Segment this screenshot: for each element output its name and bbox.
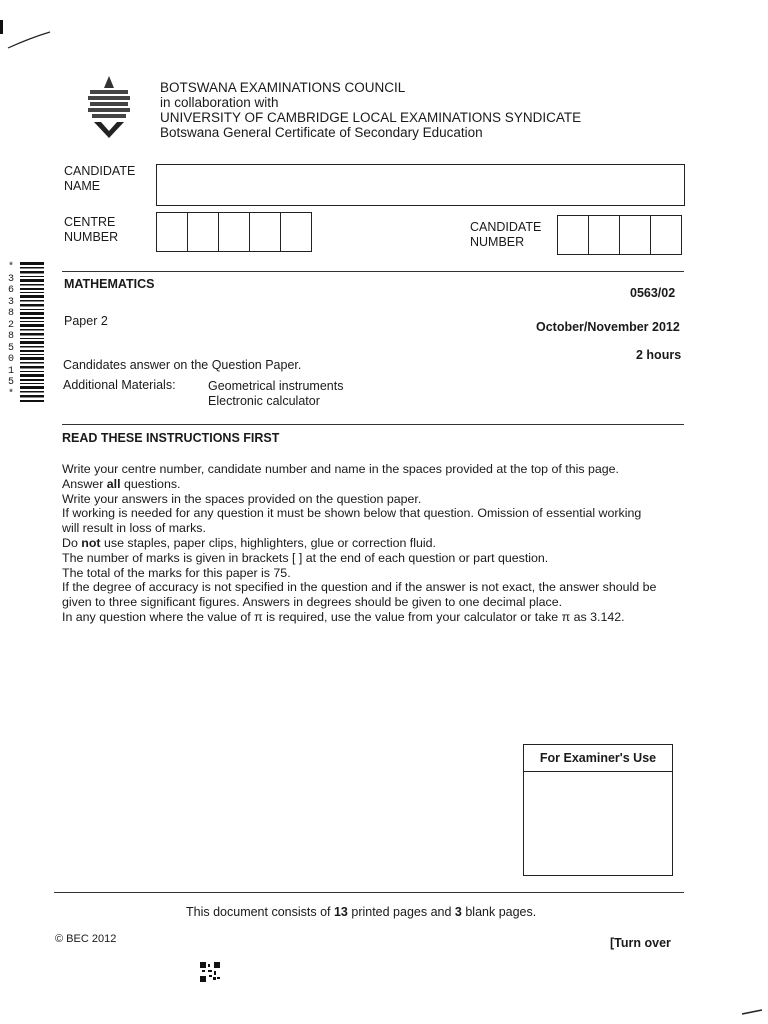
material-item: Electronic calculator bbox=[208, 394, 320, 408]
materials-list bbox=[208, 379, 343, 409]
candidate-number-label: CANDIDATE NUMBER bbox=[470, 220, 542, 249]
instruction-line: given to three significant figures. Answers in degrees should be given to one decimal place. bbox=[62, 595, 563, 610]
instruction-line: Answer all questions. bbox=[62, 476, 181, 491]
subject-title: MATHEMATICS bbox=[64, 277, 155, 291]
instruction-line: If working is needed for any question it must be shown below that question. Omission of essential working bbox=[62, 506, 642, 521]
divider-line bbox=[54, 892, 684, 893]
instructions-heading: READ THESE INSTRUCTIONS FIRST bbox=[62, 431, 280, 445]
candidate-number-cell[interactable] bbox=[651, 216, 681, 254]
qr-code-icon bbox=[200, 962, 220, 982]
examiner-use-title: For Examiner's Use bbox=[524, 745, 672, 772]
instruction-line: Write your answers in the spaces provided on the question paper. bbox=[62, 491, 422, 506]
centre-number-cell[interactable] bbox=[157, 213, 188, 251]
candidate-name-field[interactable] bbox=[156, 164, 685, 206]
header-line-2: in collaboration with bbox=[160, 95, 279, 110]
centre-number-cell[interactable] bbox=[219, 213, 250, 251]
barcode-icon bbox=[20, 262, 44, 402]
paper-code: 0563/02 bbox=[630, 286, 676, 300]
centre-number-label: CENTRE NUMBER bbox=[64, 215, 119, 244]
header-line-4: Botswana General Certificate of Secondary Education bbox=[160, 125, 483, 140]
centre-number-field[interactable] bbox=[156, 212, 312, 252]
scan-mark-top-left bbox=[0, 14, 60, 54]
candidate-number-cell[interactable] bbox=[558, 216, 589, 254]
bec-logo-icon bbox=[84, 74, 134, 144]
candidate-number-cell[interactable] bbox=[620, 216, 651, 254]
instruction-line: Write your centre number, candidate number and name in the spaces provided at the top of this page. bbox=[62, 462, 619, 476]
instruction-line: In any question where the value of π is required, use the value from your calculator or take π as 3.142. bbox=[62, 609, 625, 624]
instruction-line: The number of marks is given in brackets [ ] at the end of each question or part question. bbox=[62, 550, 549, 565]
material-item: Geometrical instruments bbox=[208, 379, 344, 393]
page-count-text: This document consists of 13 printed pages and 3 blank pages. bbox=[186, 905, 537, 919]
candidate-name-label: CANDIDATE NAME bbox=[64, 164, 136, 193]
header-line-1: BOTSWANA EXAMINATIONS COUNCIL bbox=[160, 80, 406, 95]
centre-number-cell[interactable] bbox=[281, 213, 311, 251]
turn-over-text: [Turn over bbox=[610, 936, 671, 950]
scan-mark-bottom-right bbox=[740, 1006, 764, 1018]
header-text bbox=[160, 80, 581, 140]
materials-label: Additional Materials: bbox=[63, 378, 176, 392]
centre-number-cell[interactable] bbox=[188, 213, 219, 251]
instruction-line: If the degree of accuracy is not specified in the question and if the answer is not exact, the answer should be bbox=[62, 580, 657, 595]
centre-number-cell[interactable] bbox=[250, 213, 281, 251]
instructions-body bbox=[62, 462, 692, 625]
divider-line bbox=[62, 271, 684, 272]
divider-line bbox=[62, 424, 684, 425]
answer-on-text: Candidates answer on the Question Paper. bbox=[63, 358, 302, 372]
examiner-use-box bbox=[523, 744, 673, 876]
instruction-line: Do not use staples, paper clips, highlighters, glue or correction fluid. bbox=[62, 535, 436, 550]
exam-duration: 2 hours bbox=[636, 348, 682, 362]
copyright-text: © BEC 2012 bbox=[55, 933, 117, 945]
header-line-3: UNIVERSITY OF CAMBRIDGE LOCAL EXAMINATIONS SYNDICATE bbox=[160, 110, 582, 125]
instruction-line: The total of the marks for this paper is 75. bbox=[62, 565, 291, 580]
barcode-digits: * 3 6 3 8 2 8 5 0 1 5 * bbox=[7, 262, 14, 400]
paper-number: Paper 2 bbox=[64, 314, 108, 328]
candidate-number-field[interactable] bbox=[557, 215, 682, 255]
candidate-number-cell[interactable] bbox=[589, 216, 620, 254]
instruction-line: will result in loss of marks. bbox=[62, 521, 206, 536]
exam-session: October/November 2012 bbox=[536, 320, 680, 334]
